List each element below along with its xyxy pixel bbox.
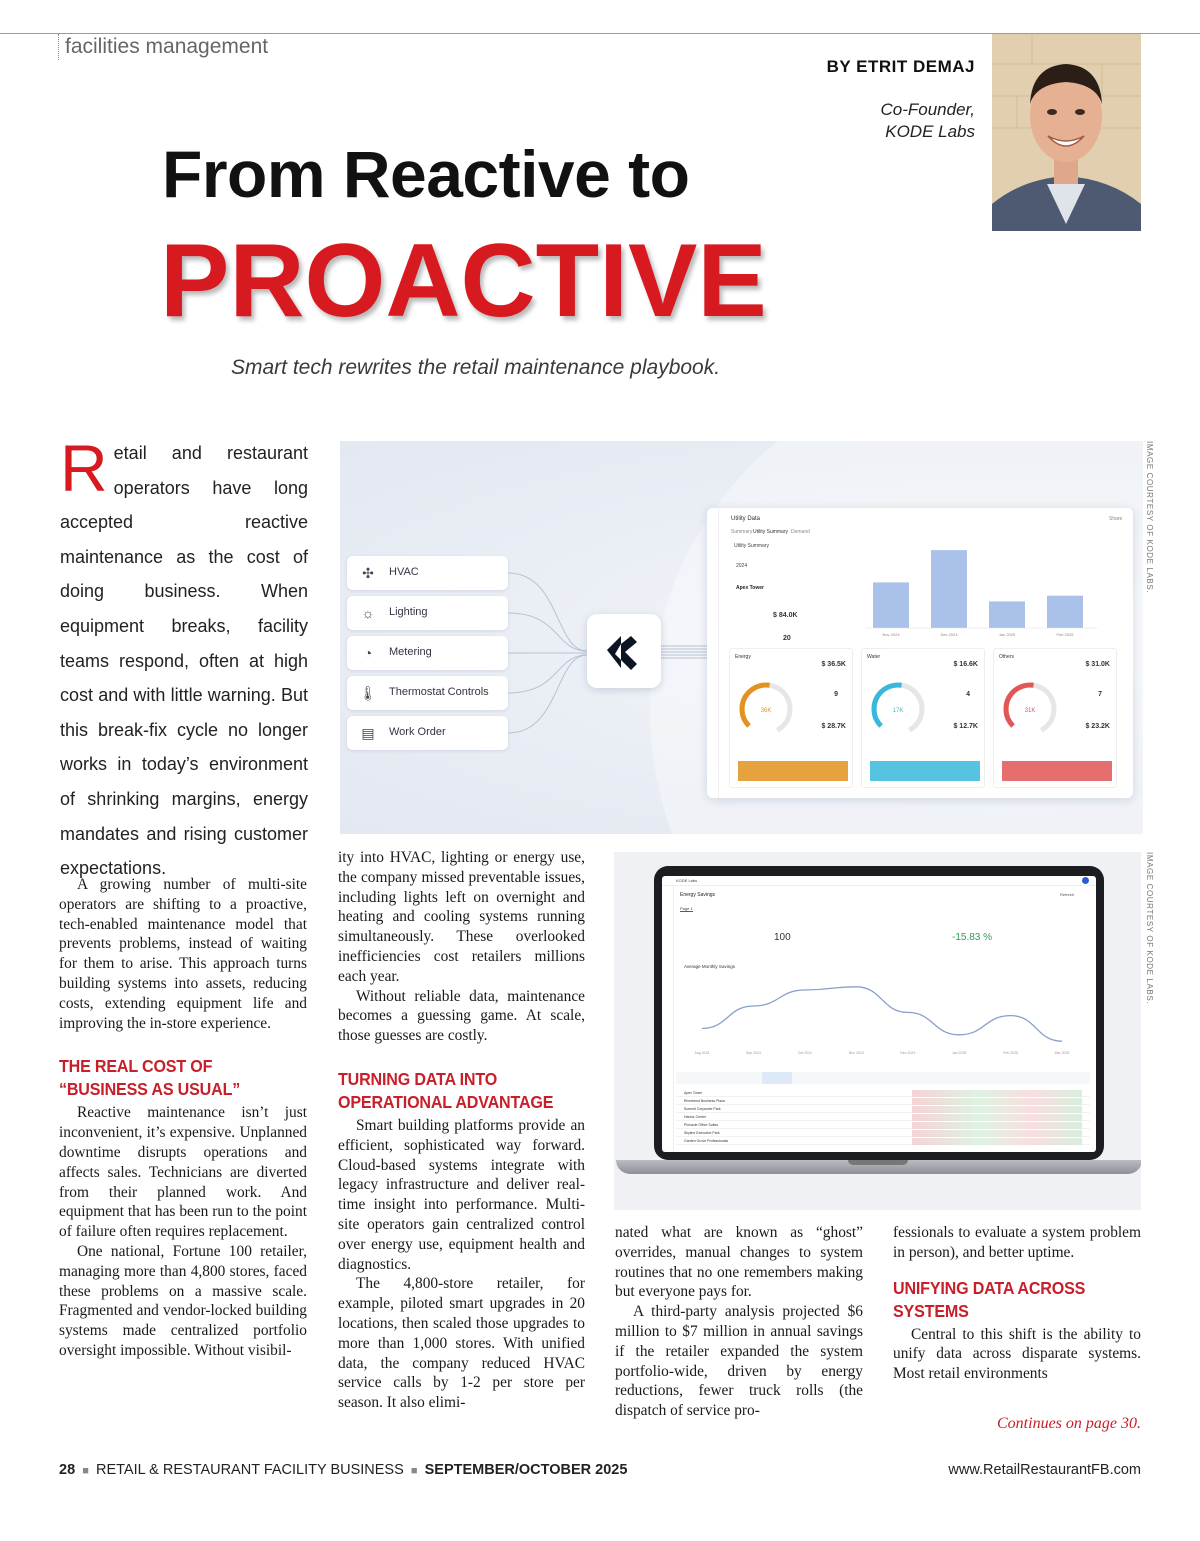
dashboard-tab-1: Summary — [731, 529, 753, 535]
summary-bar — [873, 582, 909, 628]
site-select: Apex Tower — [736, 585, 764, 591]
dashboard-share: Share — [1109, 516, 1123, 522]
table-row[interactable] — [676, 1106, 1090, 1113]
month-tick-label: Nov 2024 — [848, 1051, 864, 1055]
panel-sub: $ 28.7K — [821, 723, 846, 730]
col1-heading: THE REAL COST OF “BUSINESS AS USUAL” — [59, 1056, 241, 1100]
month-tick-label: Mar 2025 — [1054, 1051, 1070, 1055]
energy-dashboard — [662, 876, 1096, 1152]
utility-panel — [861, 648, 985, 788]
col2-paragraph-2: Without reliable data, maintenance becomes a guessing game. At scale, those guesses are costly. — [338, 987, 585, 1045]
col2-paragraph-1: ity into HVAC, lighting or energy use, the company missed preventable issues, including lights left on overnight and heating and cooling systems running simultaneously. These overlooked inefficiencies cost retailers millions each year. — [338, 849, 585, 985]
utility-dashboard — [707, 508, 1133, 798]
avatar — [1082, 877, 1089, 884]
table-row-heat-cells — [912, 1114, 1082, 1121]
table-row-site: Garden Grove Professionals — [684, 1139, 729, 1143]
panel-bar — [738, 761, 848, 781]
month-tick-label: Aug 2024 — [694, 1051, 710, 1055]
panel-sub: $ 12.7K — [953, 723, 978, 730]
side-item-hvac — [347, 556, 508, 590]
col4-paragraph-1: fessionals to evaluate a system problem in person), and better uptime. — [893, 1224, 1141, 1261]
table-row[interactable] — [676, 1098, 1090, 1105]
month-tick-label: Feb 2025 — [1003, 1051, 1018, 1055]
panel-total: $ 31.0K — [1085, 661, 1110, 668]
col3-paragraph-1: nated what are known as “ghost” overrides, manual changes to system routines that no one remembers making but everyone pays for. — [615, 1224, 863, 1301]
column-2 — [338, 848, 585, 1413]
gauge-value: 17K — [892, 708, 904, 714]
author-role-title: Co-Founder, — [880, 100, 975, 119]
side-item-label: Work Order — [389, 726, 446, 738]
table-row-heat-cells — [912, 1122, 1082, 1129]
panel-bar — [870, 761, 980, 781]
panel-title: Water — [867, 654, 881, 660]
page-title: Energy Savings — [680, 892, 716, 898]
table-row-site: Pinnacle Office Suites — [684, 1123, 719, 1127]
subtitle: Smart tech rewrites the retail maintenance playbook. — [231, 356, 721, 379]
image-credit-1: IMAGE COURTESY OF KODE LABS. — [1145, 441, 1154, 594]
side-item-work-order — [347, 716, 508, 750]
panel-total: $ 36.5K — [821, 661, 846, 668]
summary-bar-label: Nov 2024 — [882, 632, 900, 637]
gauge — [1000, 679, 1070, 749]
side-item-metering — [347, 636, 508, 670]
laptop-screen — [654, 866, 1104, 1160]
panel-count: 7 — [1098, 691, 1102, 698]
summary-bar-chart — [857, 544, 1107, 644]
table-row[interactable] — [676, 1114, 1090, 1121]
panel-title: Energy — [735, 654, 751, 660]
col1-paragraph-3: One national, Fortune 100 retailer, managing more than 4,800 stores, faced these problems on a massive scale. Fragmented and vendor-locked building systems made centralized portfolio oversight impossible. Without visibil- — [59, 1242, 307, 1359]
side-item-label: Metering — [389, 646, 432, 658]
thermometer-icon: 🌡︎ — [359, 685, 377, 701]
month-tick-label: Jan 2025 — [951, 1051, 967, 1055]
panel-count: 4 — [966, 691, 970, 698]
gauge-icon: ◔ — [363, 645, 373, 661]
chart-label: Average Monthly Savings — [684, 964, 735, 969]
summary-bar-label: Jan 2025 — [998, 632, 1016, 637]
summary-bar-label: Dec 2024 — [940, 632, 958, 637]
year-select: 2024 — [736, 563, 748, 569]
table-row-site: Harbor Center — [684, 1115, 707, 1119]
side-item-label: HVAC — [389, 566, 419, 578]
page-tab[interactable]: Page 1 — [680, 906, 693, 911]
laptop-screenshot — [614, 852, 1141, 1210]
utility-panel — [993, 648, 1117, 788]
column-4 — [893, 1223, 1141, 1384]
gauge-value: 31K — [1024, 708, 1036, 714]
footer-separator-icon: ■ — [79, 1465, 92, 1477]
footer-left — [59, 1462, 627, 1478]
table-row[interactable] — [676, 1138, 1090, 1145]
table-row-heat-cells — [912, 1106, 1082, 1113]
clipboard-icon: ▤ — [361, 725, 375, 741]
summary-title: Utility Summary — [734, 543, 770, 549]
month-tick-label: Oct 2024 — [797, 1051, 812, 1055]
image-credit-2: IMAGE COURTESY OF KODE LABS. — [1145, 852, 1154, 1005]
side-item-label: Lighting — [389, 606, 428, 618]
panel-bar — [1002, 761, 1112, 781]
table-row-heat-cells — [912, 1098, 1082, 1105]
kpi-savings: -15.83 % — [952, 932, 993, 943]
side-item-thermostat — [347, 676, 508, 710]
table-row[interactable] — [676, 1130, 1090, 1137]
refresh-button[interactable]: Refresh — [1060, 892, 1075, 897]
laptop-notch — [848, 1160, 908, 1165]
footer-url[interactable]: www.RetailRestaurantFB.com — [948, 1462, 1141, 1478]
savings-line-chart — [682, 974, 1082, 1060]
table-row-heat-cells — [912, 1090, 1082, 1097]
panel-title: Others — [999, 654, 1015, 660]
platform-illustration — [340, 441, 1143, 834]
panel-sub: $ 23.2K — [1085, 723, 1110, 730]
table-row-site: Riverbend Business Plaza — [684, 1099, 725, 1103]
panel-total: $ 16.6K — [953, 661, 978, 668]
side-item-lighting — [347, 596, 508, 630]
summary-bar-label: Feb 2025 — [1056, 632, 1074, 637]
kode-labs-hub — [587, 614, 661, 688]
col2-paragraph-3: Smart building platforms provide an efficient, sophisticated way forward. Cloud-based systems integrate with legacy infrastructure and deliver real-time insight into performance. Multi-site operators gain centralized control over energy use, equipment health and diagnostics. — [338, 1116, 585, 1273]
table-row-heat-cells — [912, 1130, 1082, 1137]
col1-paragraph-2: Reactive maintenance isn’t just inconvenient, it’s expensive. Unplanned downtime disrupts operations and affects sales. Technicians are diverted from their planned work. And equipment that has been run to the point of failure often requires replacement. — [59, 1104, 307, 1241]
column-3 — [615, 1223, 863, 1421]
summary-bar — [931, 550, 967, 628]
lightbulb-icon: ☼ — [361, 605, 375, 621]
col4-paragraph-2: Central to this shift is the ability to unify data across disparate systems. Most retail environments — [893, 1325, 1141, 1383]
section-tag: facilities management — [58, 34, 268, 60]
drop-cap: R — [60, 431, 108, 505]
total-sites: 20 — [783, 635, 791, 642]
footer-page-number: 28 — [59, 1462, 76, 1478]
utility-panel — [729, 648, 853, 788]
gauge — [736, 679, 806, 749]
gauge-value: 36K — [760, 708, 772, 714]
table-row-site: Skyline Executive Park — [684, 1131, 720, 1135]
kpi-sites: 100 — [774, 932, 791, 943]
table-header-highlight — [762, 1072, 792, 1084]
summary-bar — [989, 601, 1025, 628]
byline: BY ETRIT DEMAJ — [826, 57, 975, 76]
kode-labs-logo-icon — [587, 614, 661, 688]
author-photo — [992, 34, 1141, 231]
month-tick-label: Sep 2024 — [745, 1051, 761, 1055]
column-1 — [59, 875, 307, 1361]
col2-heading: TURNING DATA INTO OPERATIONAL ADVANTAGE — [338, 1068, 554, 1112]
table-header — [676, 1072, 1090, 1084]
lead-paragraph — [60, 431, 308, 886]
app-topbar — [662, 876, 1096, 886]
table-row-heat-cells — [912, 1138, 1082, 1145]
table-row-site: Apex Tower — [684, 1091, 703, 1095]
total-amount: $ 84.0K — [773, 612, 798, 619]
fan-icon: ✣ — [362, 565, 374, 581]
gauge — [868, 679, 938, 749]
col2-paragraph-4: The 4,800-store retailer, for example, piloted smart upgrades in 20 locations, then scaled those upgrades to more than 1,000 stores. With unified data, the company reduced HVAC service calls by 1-2 per store per season. It also elimi- — [338, 1275, 585, 1412]
dashboard-sidebar — [707, 508, 719, 798]
col1-paragraph-1: A growing number of multi-site operators are shifting to a proactive, tech-enabled maintenance model that prevents problems, instead of waiting for them to arise. This approach turns building systems into assets, reducing costs, extending equipment life and improving the in-store experience. — [59, 876, 307, 1032]
footer-publication: RETAIL & RESTAURANT FACILITY BUSINESS — [95, 1462, 404, 1478]
author-role — [775, 99, 975, 143]
continues-note: Continues on page 30. — [997, 1415, 1141, 1432]
col3-paragraph-2: A third-party analysis projected $6 million to $7 million in annual savings if the retailer expanded the system portfolio-wide, driven by energy reductions, fewer truck rolls (the dispatch of service pro- — [615, 1303, 863, 1420]
month-tick-label: Dec 2024 — [900, 1051, 916, 1055]
table-row[interactable] — [676, 1122, 1090, 1129]
footer-separator-icon: ■ — [407, 1465, 421, 1477]
dashboard-tab-3: Demand — [791, 529, 810, 535]
dashboard-tab-2: Utility Summary — [753, 529, 789, 535]
col4-heading: UNIFYING DATA ACROSS SYSTEMS — [893, 1277, 1086, 1321]
panel-count: 9 — [834, 691, 838, 698]
summary-bar — [1047, 596, 1083, 628]
app-sidebar — [662, 886, 674, 1152]
author-role-company: KODE Labs — [885, 122, 975, 141]
dashboard-title: Utility Data — [731, 516, 761, 522]
headline-line-2: PROACTIVE — [160, 223, 767, 339]
headline-line-1: From Reactive to — [162, 137, 690, 211]
footer-issue: SEPTEMBER/OCTOBER 2025 — [424, 1462, 628, 1478]
table-row-site: Summit Corporate Park — [684, 1107, 721, 1111]
table-row[interactable] — [676, 1090, 1090, 1097]
side-item-label: Thermostat Controls — [389, 686, 489, 698]
app-name: KODE Labs — [676, 878, 698, 883]
lead-text: etail and restaurant operators have long accepted reactive maintenance as the cost of doing business. When equipment breaks, facility teams respond, often at high cost and with little warning. But this break-fix cycle no longer works in today’s environment of shrinking margins, energy mandates and rising customer expectations. — [60, 443, 308, 879]
savings-table — [676, 1072, 1090, 1148]
